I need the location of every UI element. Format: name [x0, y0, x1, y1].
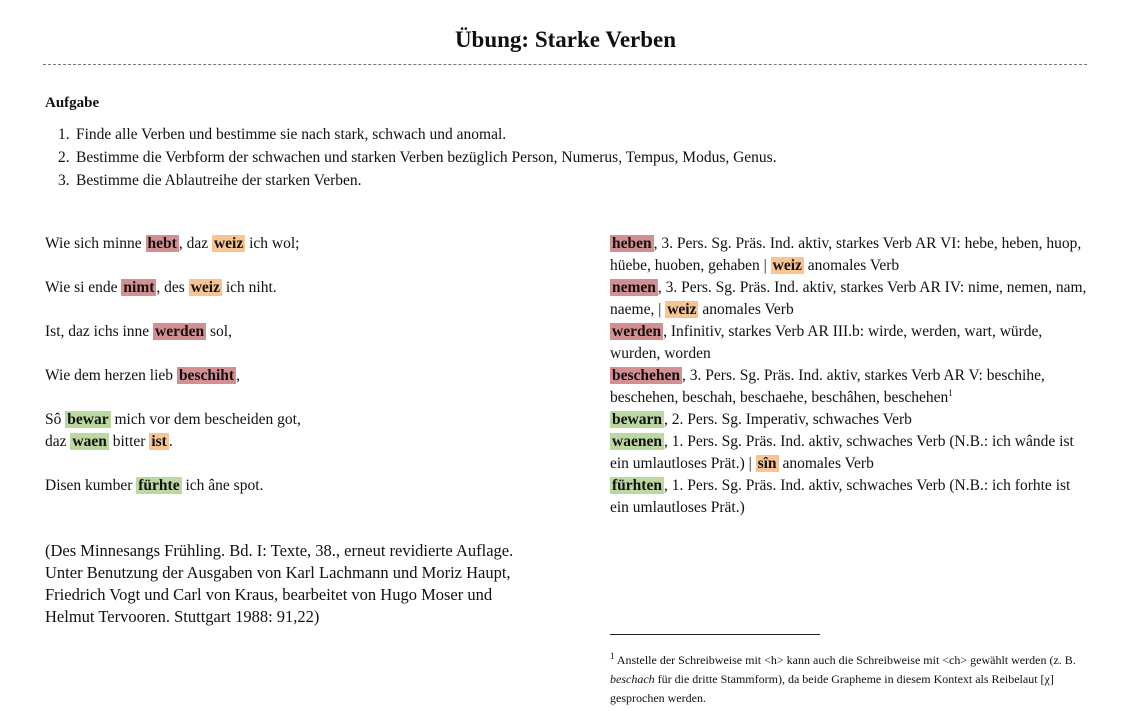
highlighted-verb: nemen — [612, 279, 656, 296]
highlighted-verb: ist — [151, 433, 167, 450]
text-run: mich vor dem bescheiden got, — [110, 411, 301, 428]
footnote-mark: 1 — [610, 651, 615, 661]
text-run: , des — [156, 279, 189, 296]
text-run: , 2. Pers. Sg. Imperativ, schwaches Verb — [663, 411, 912, 428]
text-run: Anstelle der Schreibweise mit <h> kann auch die Schreibweise mit <ch> gewählt werden (z. B. — [614, 653, 1076, 667]
gloss-entry — [610, 365, 1090, 409]
footnote-text — [610, 653, 1076, 705]
task-text: Bestimme die Ablautreihe der starken Verben. — [76, 172, 362, 189]
text-run: , daz — [178, 235, 212, 252]
text-run: . — [168, 433, 173, 450]
poem-line — [45, 365, 240, 387]
gloss-entry — [610, 321, 1090, 365]
text-run: ich âne spot. — [181, 477, 264, 494]
text-run: , — [236, 367, 240, 384]
highlighted-verb: weiz — [772, 257, 802, 274]
text-run: , 1. Pers. Sg. Präs. Ind. aktiv, schwaches Verb (N.B.: ich forhte ist ein umlautloses Prät.) — [610, 477, 1071, 516]
text-run: Wie dem herzen lieb — [45, 367, 177, 384]
task-item — [58, 148, 777, 171]
text-run: für die dritte Stammform), da beide Grapheme in diesem Kontext als Reibelaut [χ] gesprochen werden. — [610, 672, 1054, 705]
highlighted-verb: weiz — [667, 301, 697, 318]
poem-line — [45, 277, 277, 299]
text-run: bitter — [108, 433, 150, 450]
highlighted-verb: waen — [72, 433, 107, 450]
poem-line — [45, 431, 173, 453]
task-number: 3. — [58, 172, 70, 189]
title-divider — [43, 64, 1087, 65]
task-number: 2. — [58, 149, 70, 166]
highlighted-verb: weiz — [190, 279, 220, 296]
highlighted-verb: fürhten — [612, 477, 662, 494]
highlighted-verb: beschiht — [178, 367, 235, 384]
gloss-entry — [610, 409, 1090, 431]
text-run: , 3. Pers. Sg. Präs. Ind. aktiv, starkes Verb AR IV: nime, nemen, nam, naeme, | — [610, 279, 1087, 318]
text-run: Wie sich minne — [45, 235, 146, 252]
highlighted-verb: werden — [612, 323, 662, 340]
text-run: Disen kumber — [45, 477, 137, 494]
task-item — [58, 125, 777, 148]
task-heading: Aufgabe — [45, 95, 100, 111]
highlighted-verb: heben — [612, 235, 652, 252]
footnote-reference: 1 — [948, 387, 953, 398]
highlighted-verb: sîn — [757, 455, 777, 472]
poem-line — [45, 233, 299, 255]
highlighted-verb: bewar — [67, 411, 109, 428]
source-citation: (Des Minnesangs Frühling. Bd. I: Texte, 38., erneut revidierte Auflage. Unter Benutzung der Ausgaben von Karl Lachmann und Moriz Haupt, Friedrich Vogt und Carl von Kraus, bearbeitet von Hugo Moser und Helmut Tervooren. Stuttgart 1988: 91,22) — [45, 541, 514, 626]
task-number: 1. — [58, 126, 70, 143]
task-list — [58, 125, 777, 194]
poem-line — [45, 475, 263, 497]
highlighted-verb: bewarn — [612, 411, 662, 428]
text-run: anomales Verb — [778, 455, 874, 472]
text-run: , Infinitiv, starkes Verb AR III.b: wirde, werden, wart, würde, wurden, worden — [610, 323, 1043, 362]
task-item — [58, 171, 777, 194]
highlighted-verb: beschehen — [612, 367, 681, 384]
gloss-entry — [610, 277, 1090, 321]
text-run: anomales Verb — [803, 257, 900, 274]
text-run: sol, — [206, 323, 232, 340]
page-title: Übung: Starke Verben — [454, 27, 677, 52]
task-text: Bestimme die Verbform der schwachen und starken Verben bezüglich Person, Numerus, Tempus, Modus, Genus. — [76, 149, 777, 166]
text-run: , 3. Pers. Sg. Präs. Ind. aktiv, starkes Verb AR VI: hebe, heben, huop, hüebe, huoben, gehaben | — [610, 235, 1082, 274]
text-run: anomales Verb — [698, 301, 794, 318]
task-text: Finde alle Verben und bestimme sie nach stark, schwach und anomal. — [76, 126, 507, 143]
poem-line — [45, 409, 301, 431]
text-run: Wie si ende — [45, 279, 122, 296]
highlighted-verb: nimt — [123, 279, 155, 296]
text-run: , 1. Pers. Sg. Präs. Ind. aktiv, schwaches Verb (N.B.: ich wânde ist ein umlautloses Prät.) | — [610, 433, 1074, 472]
footnote — [610, 651, 1080, 708]
text-run: , 3. Pers. Sg. Präs. Ind. aktiv, starkes Verb AR V: beschihe, beschehen, beschah, beschaehe, beschâhen, beschehen — [610, 367, 1045, 406]
gloss-entry — [610, 431, 1090, 475]
gloss-entry — [610, 233, 1090, 277]
text-run: ich niht. — [221, 279, 277, 296]
highlighted-verb: werden — [155, 323, 205, 340]
emphasized-word: beschach — [610, 672, 655, 686]
text-run: daz — [45, 433, 71, 450]
highlighted-verb: waenen — [612, 433, 662, 450]
highlighted-verb: hebt — [147, 235, 177, 252]
text-run: Ist, daz ichs inne — [45, 323, 154, 340]
highlighted-verb: weiz — [213, 235, 244, 252]
highlighted-verb: fürhte — [138, 477, 180, 494]
gloss-entry — [610, 475, 1090, 519]
footnote-divider — [610, 634, 820, 635]
text-run: ich wol; — [245, 235, 300, 252]
text-run: Sô — [45, 411, 66, 428]
poem-line — [45, 321, 232, 343]
